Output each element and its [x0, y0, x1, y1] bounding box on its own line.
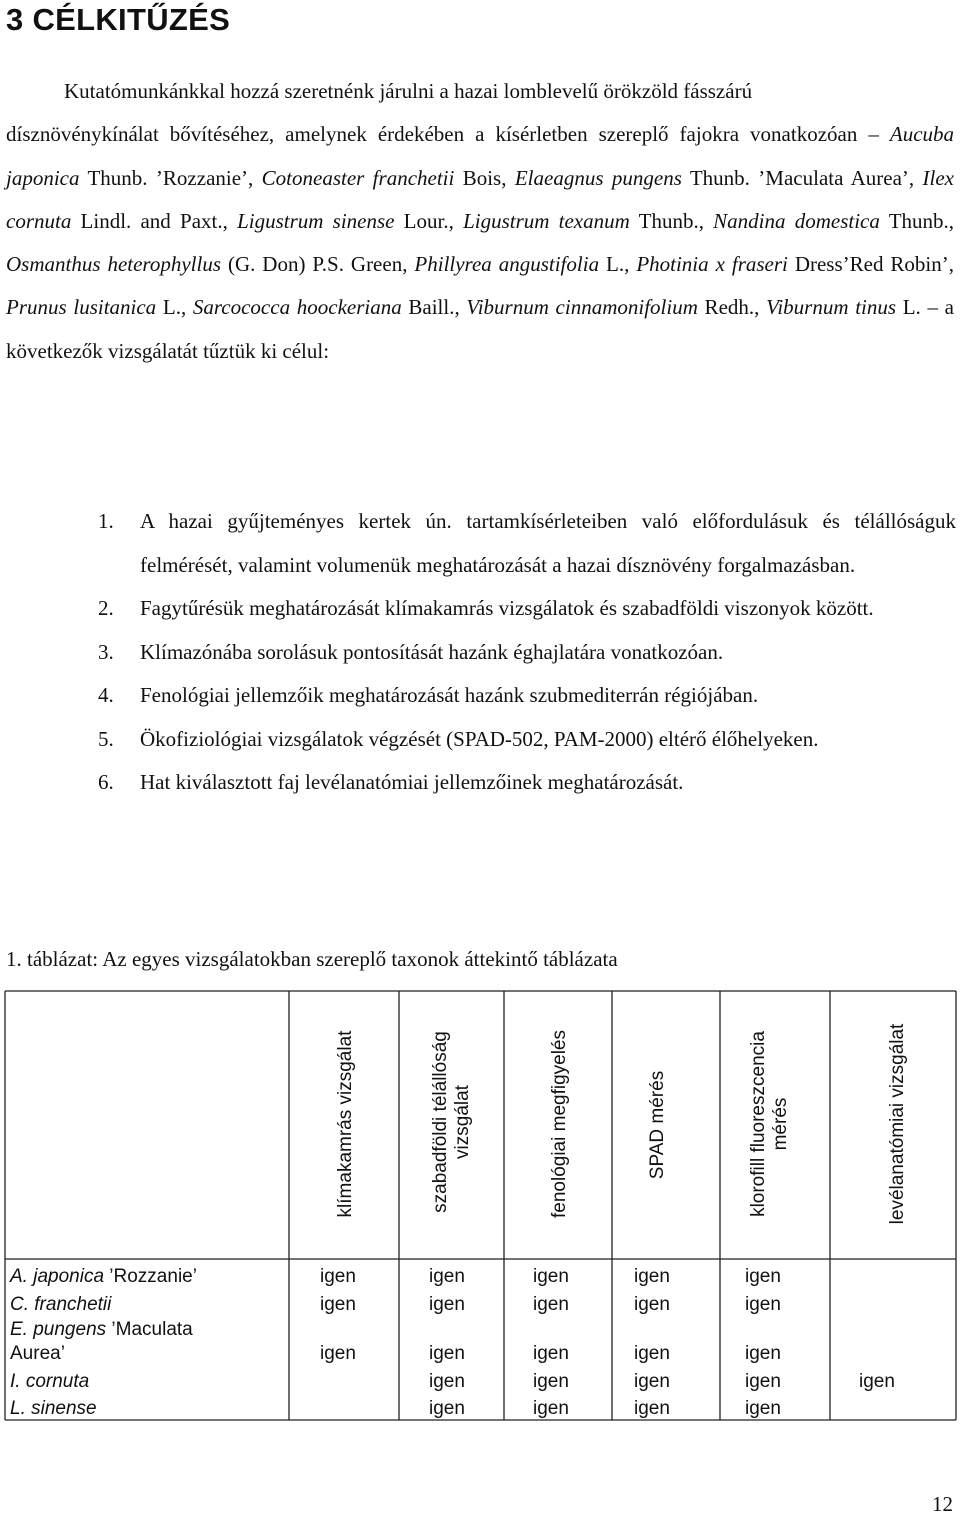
species-name: Cotoneaster franchetii — [261, 165, 455, 190]
table-cell: igen — [533, 1343, 569, 1364]
list-text: Hat kiválasztott faj levélanatómiai jellemzőinek meghatározását. — [140, 770, 684, 794]
list-text: Fenológiai jellemzőik meghatározását hazánk szubmediterrán régiójában. — [140, 683, 759, 707]
list-number: 3. — [98, 639, 114, 664]
list-text: Fagytűrésük meghatározását klímakamrás vizsgálatok és szabadföldi viszonyok között. — [140, 596, 874, 620]
species-name: Prunus lusitanica — [6, 295, 157, 320]
species-name: Elaeagnus — [514, 165, 604, 190]
list-number: 4. — [98, 683, 114, 707]
list-number: 2. — [98, 596, 114, 620]
taxon-name: E. pungens ’Maculata Aurea’ — [10, 1319, 193, 1364]
species-name: Photinia x fraseri — [636, 252, 788, 277]
table-cell: igen — [859, 1371, 895, 1392]
species-name: Ligustrum texanum — [463, 208, 630, 233]
intro-line: Kutatómunkánkkal hozzá szeretnénk járulni a hazai lomblevelű örökzöld fásszárú — [64, 79, 753, 103]
table-cell: igen — [634, 1371, 670, 1392]
species-name: Aucuba japonica — [6, 122, 955, 190]
list-text: Ökofiziológiai vizsgálatok végzését (SPAD-502, PAM-2000) eltérő élőhelyeken. — [140, 726, 819, 751]
table-cell: igen — [745, 1371, 781, 1392]
table-cell: igen — [320, 1294, 356, 1315]
list-text: Klímazónába sorolásuk pontosítását hazánk éghajlatára vonatkozóan. — [140, 639, 724, 664]
table-cell: igen — [429, 1371, 465, 1392]
document-page: 3 CÉLKITŰZÉS Kutatómunkánkkal hozzá szeretnénk járulni a hazai lomblevelű örökzöld fásszárú dísznövénykínálat bővítéséhez, amelynek érdekében a kísérletben szereplő fajokra vonatkozóan – Aucuba japonica Thunb. ’Rozzanie’, Cotoneaster franchetii Bois, Elaeagnus pungens Thunb. ’Maculata Aurea’, Ilex cornuta Lindl. and Paxt., Ligustrum sinense Lour., Ligustrum texanum Thunb., Nandina domestica Thunb., Osmanthus heterophyllus (G. Don) P.S. Green, Phillyrea angustifolia L., Photinia x fraseri Dress’Red Robin’, Prunus lusitanica L., Sarcococca hoockeriana Baill., Viburnum cinnamonifolium Redh., Viburnum tinus L. – a következők vizsgálatát tűztük ki célul: 1. A hazai gyűjteményes kertek ún. tartamkísérleteiben való előfordulásuk és télállóságuk felmérését, valamint volumenük meghatározását a hazai dísznövény forgalmazásban. 2. Fagytűrésük meghatározását klímakamrás vizsgálatok és szabadföldi viszonyok között. 3. Klímazónába sorolásuk pontosítását hazánk éghajlatára vonatkozóan. 4. Fenológiai jellemzőik meghatározását hazánk szubmediterrán régiójában. 5. Ökofiziológiai vizsgálatok végzését (SPAD-502, PAM-2000) eltérő élőhelyeken. 6. Hat kiválasztott faj levélanatómiai jellemzőinek meghatározását. 1. táblázat: Az egyes vizsgálatokban szereplő taxonok áttekintő táblázata klímakamrás vizsgálat szabadföldi télállóság vizsgálat fenológiai megfigyelés SPAD mérés klorofill fluoreszcencia mérés levélanatómiai vizsgálat A. japonica ’Rozzanie’ igen igen igen igen igen C. franchetii igen igen igen igen igen E. pungens ’Maculata Aurea’ igen igen igen igen igen I. cornuta igen igen igen igen igen L. sinense igen igen igen igen 12 — [0, 0, 960, 1517]
species-name: Ilex cornuta — [6, 165, 955, 233]
page-number: 12 — [932, 1492, 953, 1516]
table-cell: igen — [429, 1294, 465, 1315]
intro-paragraph: Kutatómunkánkkal hozzá szeretnénk járulni a hazai lomblevelű örökzöld fásszárú dísznövénykínálat bővítéséhez, amelynek érdekében a kísérletben szereplő fajokra vonatkozóan – Aucuba japonica Thunb. ’Rozzanie’, Cotoneaster franchetii Bois, Elaeagnus pungens Thunb. ’Maculata Aurea’, Ilex cornuta Lindl. and Paxt., Ligustrum sinense Lour., Ligustrum texanum Thunb., Nandina domestica Thunb., Osmanthus heterophyllus (G. Don) P.S. Green, Phillyrea angustifolia L., Photinia x fraseri Dress’Red Robin’, Prunus lusitanica L., Sarcococca hoockeriana Baill., Viburnum cinnamonifolium Redh., Viburnum tinus L. – a következők vizsgálatát tűztük ki célul: — [6, 70, 954, 373]
table-cell: igen — [429, 1266, 465, 1287]
taxon-name: I. cornuta — [10, 1371, 90, 1392]
species-name: Sarcococca hoockeriana — [192, 295, 402, 320]
list-number: 5. — [98, 726, 114, 751]
species-name: Viburnum tinus — [766, 295, 897, 320]
table-cell: igen — [634, 1398, 670, 1419]
list-item — [98, 631, 956, 675]
list-number: 1. — [98, 509, 114, 533]
table-cell: igen — [320, 1343, 356, 1364]
table-cell: igen — [429, 1398, 465, 1419]
species-name: Ligustrum sinense — [237, 208, 395, 233]
list-text: A hazai gyűjteményes kertek ún. tartamkísérleteiben való előfordulásuk és télállóságuk felmérését, valamint volumenük meghatározását a hazai dísznövény forgalmazásban. — [140, 509, 956, 577]
table-cell: igen — [634, 1343, 670, 1364]
section-heading: 3 CÉLKITŰZÉS — [6, 2, 231, 37]
table-cell: igen — [745, 1294, 781, 1315]
table-cell: igen — [429, 1343, 465, 1364]
table-cell: igen — [745, 1266, 781, 1287]
taxon-name: L. sinense — [10, 1398, 97, 1419]
table-cell: igen — [533, 1398, 569, 1419]
list-item — [98, 761, 956, 805]
species-name: Viburnum cinnamonifolium — [466, 295, 698, 320]
table-caption: 1. táblázat: Az egyes vizsgálatokban szereplő taxonok áttekintő táblázata — [6, 947, 618, 971]
table-cell: igen — [745, 1343, 781, 1364]
goals-list — [98, 500, 956, 805]
list-item — [98, 587, 956, 631]
taxon-name: A. japonica ’Rozzanie’ — [10, 1266, 197, 1287]
table-cell: igen — [745, 1398, 781, 1419]
table-cell: igen — [533, 1294, 569, 1315]
table-cell: igen — [533, 1371, 569, 1392]
species-name: Osmanthus heterophyllus — [6, 252, 221, 277]
table-cell: igen — [533, 1266, 569, 1287]
list-item — [98, 500, 956, 587]
taxon-name: C. franchetii — [10, 1294, 112, 1315]
table-cell: igen — [634, 1294, 670, 1315]
list-item — [98, 674, 956, 718]
intro-line: dísznövénykínálat bővítéséhez, amelynek érdekében a kísérletben szereplő fajokra — [6, 122, 740, 147]
species-name: pungens — [611, 165, 682, 190]
list-item — [98, 718, 956, 762]
list-number: 6. — [98, 770, 114, 794]
table-cell: igen — [634, 1266, 670, 1287]
species-name: Nandina domestica — [713, 208, 880, 233]
table-cell: igen — [320, 1266, 356, 1287]
species-name: Phillyrea angustifolia — [414, 252, 600, 277]
intro-line: következők vizsgálatát tűztük ki célul: — [6, 338, 330, 363]
